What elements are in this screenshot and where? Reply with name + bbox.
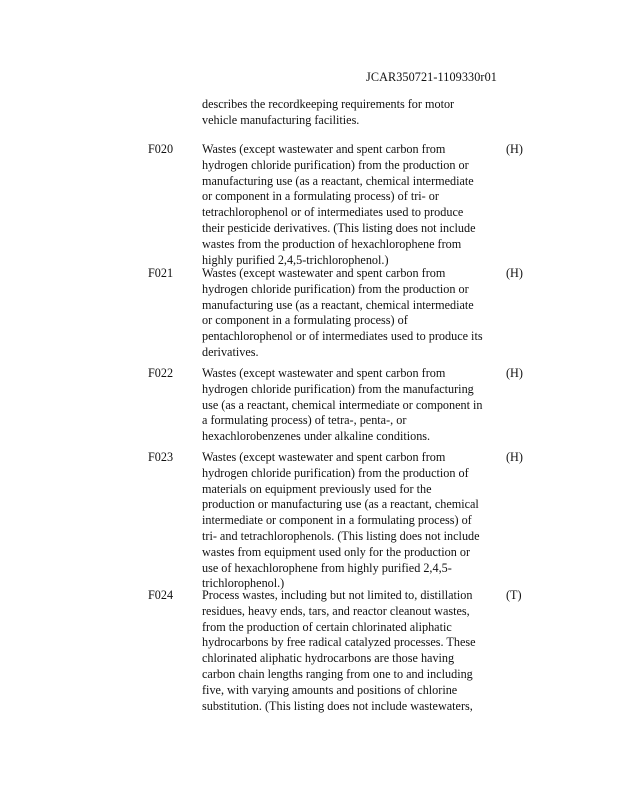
text-line: Wastes (except wastewater and spent carbon from [202,266,446,280]
text-line: hydrogen chloride purification) from the production of [202,465,469,480]
text-line: manufacturing use (as a reactant, chemical intermediate [202,173,474,188]
text-line: hydrogen chloride purification) from the production or [202,157,469,172]
waste-description [202,266,483,361]
text-line: pentachlorophenol or of intermediates used to produce its [202,329,483,344]
text-line: Wastes (except wastewater and spent carbon from [202,450,446,464]
text-line: tetrachlorophenol or of intermediates used to produce [202,205,464,220]
text-line: from the production of certain chlorinated aliphatic [202,619,452,634]
text-line: Process wastes, including but not limited to, distillation [202,588,473,602]
text-line: tri- and tetrachlorophenols. (This listing does not include [202,528,480,543]
waste-code: F021 [148,266,174,280]
waste-code: F022 [148,366,174,380]
text-line: five, with varying amounts and positions of chlorine [202,682,458,697]
hazard-code: (H) [506,142,523,156]
waste-description [202,142,475,268]
text-line: manufacturing use (as a reactant, chemical intermediate [202,297,474,312]
hazard-code: (H) [506,450,523,464]
text-line: their pesticide derivatives. (This listing does not include [202,220,476,235]
text-line: hydrogen chloride purification) from the manufacturing [202,381,474,396]
text-line: or component in a formulating process) of [202,313,408,328]
text-line: highly purified 2,4,5-trichlorophenol.) [202,252,389,267]
text-line: or component in a formulating process) of tri- or [202,189,439,204]
text-line: hydrocarbons by free radical catalyzed processes. These [202,635,476,650]
text-line: intermediate or component in a formulating process) of [202,513,472,528]
hazard-code: (H) [506,366,523,380]
text-line: substitution. (This listing does not include wastewaters, [202,698,473,713]
text-line: chlorinated aliphatic hydrocarbons are those having [202,651,455,666]
hazard-code: (H) [506,266,523,280]
text-line: carbon chain lengths ranging from one to and including [202,666,473,681]
text-line: Wastes (except wastewater and spent carbon from [202,366,446,380]
waste-description [202,588,476,714]
text-line: residues, heavy ends, tars, and reactor cleanout wastes, [202,603,470,618]
waste-description [202,366,483,445]
text-line: wastes from the production of hexachlorophene from [202,236,462,251]
waste-description [202,450,480,592]
text-line: trichlorophenol.) [202,576,285,591]
text-line: hydrogen chloride purification) from the production or [202,281,469,296]
text-line: hexachlorobenzenes under alkaline conditions. [202,429,431,444]
text-line: a formulating process) of tetra-, penta-, or [202,413,407,428]
text-line: use (as a reactant, chemical intermediate or component in [202,397,483,412]
text-line: derivatives. [202,344,259,359]
text-line: use of hexachlorophene from highly purified 2,4,5- [202,560,452,575]
text-line: production or manufacturing use (as a reactant, chemical [202,497,479,512]
text-line: describes the recordkeeping requirements for motor [202,97,455,111]
text-line: vehicle manufacturing facilities. [202,112,360,127]
text-line: Wastes (except wastewater and spent carbon from [202,142,446,156]
hazard-code: (T) [506,588,522,602]
continuation-text [202,97,454,129]
waste-code: F023 [148,450,174,464]
text-line: wastes from equipment used only for the production or [202,544,471,559]
text-line: materials on equipment previously used for the [202,481,432,496]
waste-code: F024 [148,588,174,602]
waste-code: F020 [148,142,174,156]
document-id: JCAR350721-1109330r01 [366,70,497,84]
